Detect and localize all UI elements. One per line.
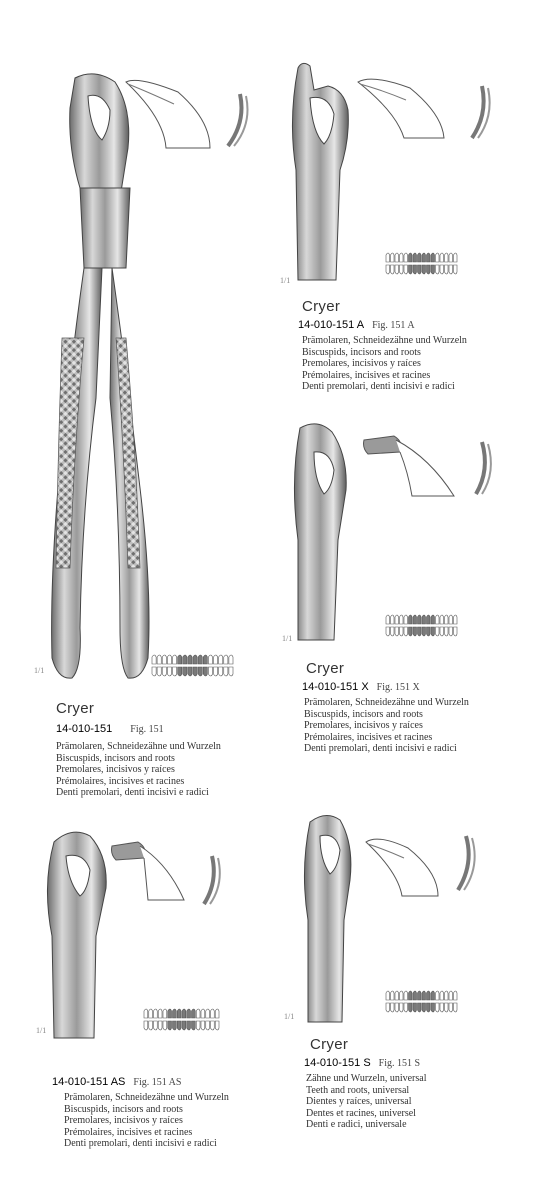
tooth-icon bbox=[163, 1009, 167, 1018]
tooth-icon bbox=[418, 253, 422, 262]
tooth-icon bbox=[182, 1009, 186, 1018]
tooth-icon bbox=[431, 265, 435, 274]
tooth-icon bbox=[193, 667, 197, 676]
tooth-icon bbox=[404, 991, 408, 1000]
jaw-profile-drawing bbox=[200, 854, 224, 906]
tooth-icon bbox=[386, 615, 390, 624]
description-de: Zähne und Wurzeln, universal bbox=[306, 1073, 427, 1084]
tooth-icon bbox=[173, 1009, 177, 1018]
figure-label: Fig. 151 X bbox=[376, 682, 420, 693]
teeth-indicator bbox=[142, 1006, 222, 1034]
tooth-icon bbox=[431, 1003, 435, 1012]
product-name: Cryer bbox=[302, 298, 341, 315]
tooth-icon bbox=[386, 265, 390, 274]
tooth-icon bbox=[449, 253, 453, 262]
tooth-icon bbox=[409, 265, 413, 274]
tooth-icon bbox=[445, 253, 449, 262]
beak-detail-drawing bbox=[360, 434, 460, 500]
description-de: Prämolaren, Schneidezähne und Wurzeln bbox=[56, 741, 221, 752]
tooth-icon bbox=[454, 991, 458, 1000]
tooth-icon bbox=[449, 1003, 453, 1012]
tooth-icon bbox=[224, 667, 228, 676]
description-it: Denti e radici, universale bbox=[306, 1119, 407, 1130]
tooth-icon bbox=[440, 615, 444, 624]
tooth-icon bbox=[440, 253, 444, 262]
tooth-icon bbox=[157, 667, 161, 676]
tooth-icon bbox=[427, 253, 431, 262]
tooth-icon bbox=[144, 1009, 148, 1018]
tooth-icon bbox=[196, 1009, 200, 1018]
tooth-icon bbox=[206, 1021, 210, 1030]
tooth-icon bbox=[192, 1009, 196, 1018]
tooth-icon bbox=[449, 627, 453, 636]
tooth-icon bbox=[168, 1009, 172, 1018]
tooth-icon bbox=[149, 1009, 153, 1018]
tooth-icon bbox=[409, 991, 413, 1000]
tooth-icon bbox=[427, 265, 431, 274]
tooth-icon bbox=[449, 265, 453, 274]
tooth-icon bbox=[144, 1021, 148, 1030]
tooth-icon bbox=[154, 1021, 158, 1030]
tooth-icon bbox=[229, 667, 233, 676]
tooth-icon bbox=[400, 1003, 404, 1012]
tooth-icon bbox=[177, 1021, 181, 1030]
description-en: Biscuspids, incisors and roots bbox=[56, 752, 175, 764]
tooth-icon bbox=[427, 627, 431, 636]
tooth-icon bbox=[187, 1021, 191, 1030]
tooth-icon bbox=[422, 1003, 426, 1012]
tooth-icon bbox=[395, 253, 399, 262]
description-en: Biscuspids, incisors and roots bbox=[64, 1103, 183, 1115]
tooth-icon bbox=[391, 1003, 395, 1012]
tooth-icon bbox=[431, 627, 435, 636]
description-en: Biscuspids, incisors and roots bbox=[302, 346, 421, 358]
tooth-icon bbox=[436, 991, 440, 1000]
description-fr: Prémolaires, incisives et racines bbox=[56, 775, 185, 787]
tooth-icon bbox=[427, 1003, 431, 1012]
product-code: 14-010-151 S bbox=[304, 1057, 371, 1069]
tooth-icon bbox=[391, 265, 395, 274]
product-block-151x bbox=[302, 660, 469, 755]
tooth-icon bbox=[395, 627, 399, 636]
description-es: Premolares, incisivos y raíces bbox=[302, 358, 421, 369]
tooth-icon bbox=[173, 655, 177, 664]
tooth-icon bbox=[422, 627, 426, 636]
beak-detail-drawing bbox=[362, 834, 442, 898]
tooth-icon bbox=[168, 1021, 172, 1030]
figure-label: Fig. 151 A bbox=[372, 320, 415, 331]
tooth-icon bbox=[400, 265, 404, 274]
tooth-icon bbox=[413, 615, 417, 624]
tooth-icon bbox=[409, 253, 413, 262]
tooth-icon bbox=[214, 655, 218, 664]
tooth-icon bbox=[391, 991, 395, 1000]
tooth-icon bbox=[445, 1003, 449, 1012]
tooth-icon bbox=[215, 1009, 219, 1018]
tooth-icon bbox=[440, 991, 444, 1000]
tooth-icon bbox=[418, 1003, 422, 1012]
tooth-icon bbox=[440, 627, 444, 636]
scale-label: 1/1 bbox=[280, 276, 291, 285]
tooth-icon bbox=[386, 253, 390, 262]
tooth-icon bbox=[229, 655, 233, 664]
tooth-icon bbox=[182, 1021, 186, 1030]
tooth-icon bbox=[219, 655, 223, 664]
product-block-151s bbox=[304, 1036, 426, 1131]
tooth-icon bbox=[431, 253, 435, 262]
tooth-icon bbox=[162, 667, 166, 676]
tooth-icon bbox=[395, 265, 399, 274]
tooth-icon bbox=[431, 991, 435, 1000]
tooth-icon bbox=[409, 627, 413, 636]
tooth-icon bbox=[404, 615, 408, 624]
product-block-151as bbox=[52, 1072, 229, 1150]
tooth-icon bbox=[445, 991, 449, 1000]
description bbox=[302, 697, 469, 755]
product-code: 14-010-151 AS bbox=[52, 1076, 126, 1088]
description-en: Biscuspids, incisors and roots bbox=[304, 708, 423, 720]
tooth-icon bbox=[431, 615, 435, 624]
product-name: Cryer bbox=[56, 700, 95, 717]
description-es: Premolares, incisivos y raíces bbox=[304, 720, 423, 731]
tooth-icon bbox=[192, 1021, 196, 1030]
tooth-icon bbox=[413, 991, 417, 1000]
tooth-icon bbox=[203, 655, 207, 664]
description-es: Premolares, incisivos y raíces bbox=[64, 1115, 183, 1126]
jaw-profile-drawing bbox=[466, 84, 492, 140]
description-de: Prämolaren, Schneidezähne und Wurzeln bbox=[64, 1092, 229, 1103]
scale-label: 1/1 bbox=[284, 1012, 295, 1021]
tooth-icon bbox=[409, 615, 413, 624]
tooth-icon bbox=[173, 1021, 177, 1030]
jaw-profile-drawing bbox=[470, 440, 496, 496]
tooth-icon bbox=[400, 615, 404, 624]
tooth-icon bbox=[413, 627, 417, 636]
tooth-icon bbox=[418, 627, 422, 636]
figure-label: Fig. 151 S bbox=[378, 1058, 421, 1069]
tooth-icon bbox=[413, 1003, 417, 1012]
tooth-icon bbox=[152, 667, 156, 676]
tooth-icon bbox=[215, 1021, 219, 1030]
tooth-icon bbox=[208, 655, 212, 664]
description-it: Denti premolari, denti incisivi e radici bbox=[304, 743, 457, 754]
tooth-icon bbox=[183, 655, 187, 664]
description-it: Denti premolari, denti incisivi e radici bbox=[302, 381, 455, 392]
tooth-icon bbox=[427, 615, 431, 624]
tooth-icon bbox=[422, 615, 426, 624]
tooth-icon bbox=[158, 1021, 162, 1030]
tooth-icon bbox=[418, 991, 422, 1000]
tooth-icon bbox=[436, 265, 440, 274]
description-es: Premolares, incisivos y raíces bbox=[56, 764, 175, 775]
tooth-icon bbox=[418, 265, 422, 274]
tooth-icon bbox=[152, 655, 156, 664]
tooth-icon bbox=[409, 1003, 413, 1012]
product-block-151a bbox=[298, 298, 467, 393]
tooth-icon bbox=[422, 991, 426, 1000]
figure-label: Fig. 151 bbox=[130, 724, 164, 735]
product-code: 14-010-151 A bbox=[298, 319, 365, 331]
tooth-icon bbox=[404, 265, 408, 274]
tooth-icon bbox=[391, 615, 395, 624]
tooth-icon bbox=[178, 667, 182, 676]
product-name: Cryer bbox=[310, 1036, 349, 1053]
description bbox=[298, 335, 467, 393]
tooth-icon bbox=[386, 627, 390, 636]
tooth-icon bbox=[173, 667, 177, 676]
scale-label: 1/1 bbox=[282, 634, 293, 643]
tooth-icon bbox=[198, 655, 202, 664]
tooth-icon bbox=[219, 667, 223, 676]
tooth-icon bbox=[149, 1021, 153, 1030]
tooth-icon bbox=[157, 655, 161, 664]
description bbox=[52, 1092, 229, 1150]
tooth-icon bbox=[400, 253, 404, 262]
teeth-indicator bbox=[384, 988, 460, 1016]
tooth-icon bbox=[445, 265, 449, 274]
tooth-icon bbox=[422, 253, 426, 262]
scale-label: 1/1 bbox=[34, 666, 45, 675]
tooth-icon bbox=[454, 615, 458, 624]
tooth-icon bbox=[449, 991, 453, 1000]
tooth-icon bbox=[445, 615, 449, 624]
tooth-icon bbox=[183, 667, 187, 676]
product-code: 14-010-151 X bbox=[302, 681, 369, 693]
tooth-icon bbox=[167, 667, 171, 676]
tooth-icon bbox=[440, 265, 444, 274]
tooth-icon bbox=[196, 1021, 200, 1030]
tooth-icon bbox=[162, 655, 166, 664]
tooth-icon bbox=[198, 667, 202, 676]
forceps-image-151 bbox=[40, 68, 170, 688]
description-it: Denti premolari, denti incisivi e radici bbox=[56, 787, 209, 798]
tooth-icon bbox=[418, 615, 422, 624]
tooth-icon bbox=[436, 627, 440, 636]
tooth-icon bbox=[224, 655, 228, 664]
teeth-indicator bbox=[150, 652, 236, 680]
tooth-icon bbox=[440, 1003, 444, 1012]
product-code: 14-010-151 bbox=[56, 723, 113, 735]
tooth-icon bbox=[391, 253, 395, 262]
description-fr: Dentes et racines, universel bbox=[306, 1107, 416, 1119]
product-block-151 bbox=[56, 700, 221, 799]
tooth-icon bbox=[413, 253, 417, 262]
description-it: Denti premolari, denti incisivi e radici bbox=[64, 1138, 217, 1149]
tooth-icon bbox=[201, 1021, 205, 1030]
tooth-icon bbox=[211, 1009, 215, 1018]
forceps-image-151x bbox=[288, 420, 368, 642]
tooth-icon bbox=[211, 1021, 215, 1030]
tooth-icon bbox=[214, 667, 218, 676]
tooth-icon bbox=[201, 1009, 205, 1018]
tooth-icon bbox=[454, 1003, 458, 1012]
tooth-icon bbox=[208, 667, 212, 676]
description-fr: Prémolaires, incisives et racines bbox=[302, 369, 431, 381]
tooth-icon bbox=[187, 1009, 191, 1018]
tooth-icon bbox=[178, 655, 182, 664]
jaw-profile-drawing bbox=[452, 834, 478, 892]
tooth-icon bbox=[427, 991, 431, 1000]
tooth-icon bbox=[395, 615, 399, 624]
tooth-icon bbox=[395, 991, 399, 1000]
tooth-icon bbox=[391, 627, 395, 636]
teeth-indicator bbox=[384, 612, 460, 640]
description-de: Prämolaren, Schneidezähne und Wurzeln bbox=[304, 697, 469, 708]
tooth-icon bbox=[449, 615, 453, 624]
tooth-icon bbox=[445, 627, 449, 636]
figure-label: Fig. 151 AS bbox=[133, 1077, 182, 1088]
description-de: Prämolaren, Schneidezähne und Wurzeln bbox=[302, 335, 467, 346]
description bbox=[304, 1073, 426, 1131]
product-name: Cryer bbox=[306, 660, 345, 677]
tooth-icon bbox=[422, 265, 426, 274]
tooth-icon bbox=[386, 991, 390, 1000]
tooth-icon bbox=[167, 655, 171, 664]
description bbox=[56, 741, 221, 799]
beak-detail-drawing bbox=[118, 74, 218, 150]
tooth-icon bbox=[404, 1003, 408, 1012]
tooth-icon bbox=[413, 265, 417, 274]
description-fr: Prémolaires, incisives et racines bbox=[64, 1126, 193, 1138]
tooth-icon bbox=[163, 1021, 167, 1030]
scale-label: 1/1 bbox=[36, 1026, 47, 1035]
tooth-icon bbox=[436, 1003, 440, 1012]
beak-detail-drawing bbox=[352, 74, 452, 140]
tooth-icon bbox=[454, 253, 458, 262]
tooth-icon bbox=[177, 1009, 181, 1018]
tooth-icon bbox=[188, 667, 192, 676]
teeth-indicator bbox=[384, 250, 460, 278]
tooth-icon bbox=[454, 627, 458, 636]
tooth-icon bbox=[203, 667, 207, 676]
tooth-icon bbox=[436, 615, 440, 624]
tooth-icon bbox=[400, 627, 404, 636]
tooth-icon bbox=[436, 253, 440, 262]
jaw-profile-drawing bbox=[220, 92, 250, 148]
tooth-icon bbox=[395, 1003, 399, 1012]
tooth-icon bbox=[154, 1009, 158, 1018]
tooth-icon bbox=[404, 627, 408, 636]
forceps-image-151s bbox=[300, 810, 370, 1024]
tooth-icon bbox=[188, 655, 192, 664]
tooth-icon bbox=[193, 655, 197, 664]
tooth-icon bbox=[158, 1009, 162, 1018]
description-es: Dientes y raíces, universal bbox=[306, 1096, 412, 1107]
tooth-icon bbox=[404, 253, 408, 262]
tooth-icon bbox=[454, 265, 458, 274]
description-en: Teeth and roots, universal bbox=[306, 1084, 410, 1096]
description-fr: Prémolaires, incisives et racines bbox=[304, 731, 433, 743]
tooth-icon bbox=[206, 1009, 210, 1018]
tooth-icon bbox=[400, 991, 404, 1000]
tooth-icon bbox=[386, 1003, 390, 1012]
beak-detail-drawing bbox=[108, 840, 188, 902]
